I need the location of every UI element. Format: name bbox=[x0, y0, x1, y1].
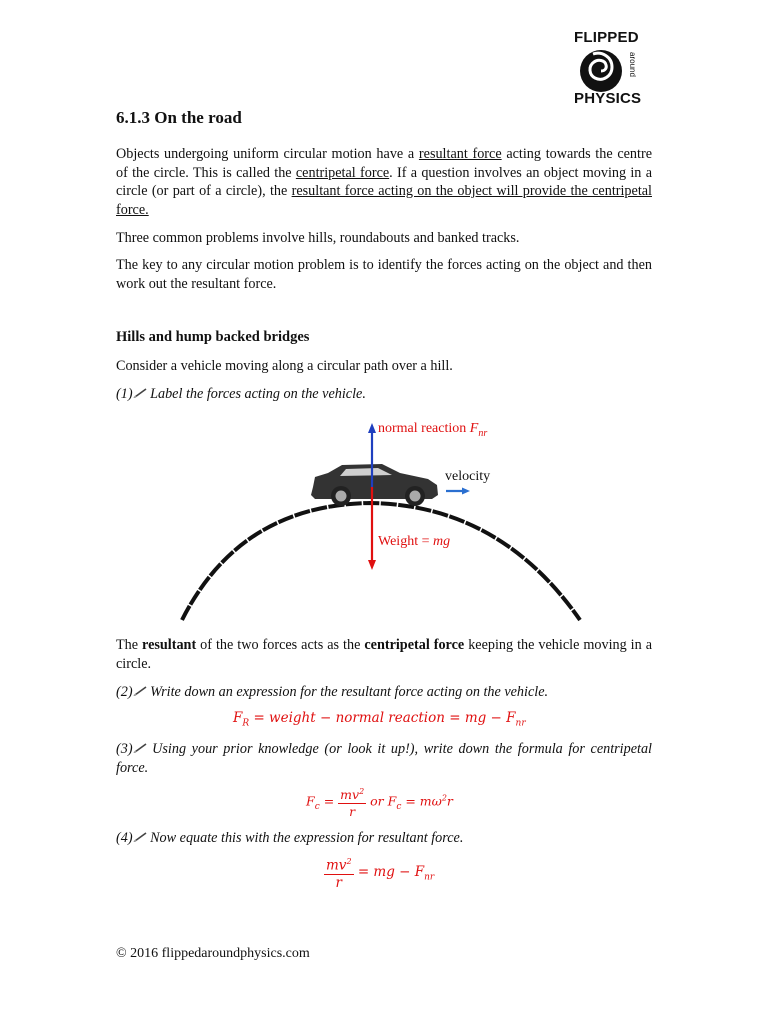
question-3: (3) Using your prior knowledge (or look it up!), write down the formula for centripetal force. bbox=[116, 741, 652, 776]
pencil-icon bbox=[133, 743, 147, 753]
page-title: 6.1.3 On the road bbox=[116, 108, 242, 127]
question-2: (2) Write down an expression for the resultant force acting on the vehicle. bbox=[116, 684, 549, 700]
intro-paragraph-2: Three common problems involve hills, roundabouts and banked tracks. bbox=[116, 230, 520, 246]
equation-equate: $\frac{mv^2}{r}$ = mg − $F_{nr}$ bbox=[324, 854, 434, 891]
resultant-paragraph: The resultant of the two forces acts as the centripetal force keeping the vehicle moving in a circle. bbox=[116, 637, 652, 672]
question-1: (1) Label the forces acting on the vehicle. bbox=[116, 386, 366, 402]
footer-copyright: © 2016 flippedaroundphysics.com bbox=[116, 946, 310, 961]
underline-resultant-force: resultant force bbox=[418, 146, 502, 162]
question-4: (4) Now equate this with the expression for resultant force. bbox=[116, 830, 464, 846]
weight-label: Weight = mg bbox=[378, 534, 451, 549]
logo-text-bottom: PHYSICS bbox=[574, 90, 642, 107]
pencil-icon bbox=[133, 388, 147, 398]
consider-text: Consider a vehicle moving along a circular path over a hill. bbox=[116, 358, 453, 374]
pencil-icon bbox=[133, 686, 147, 696]
logo-text-side: around bbox=[628, 52, 637, 77]
velocity-label: velocity bbox=[445, 469, 491, 484]
spiral-logo-icon bbox=[574, 48, 630, 94]
normal-reaction-label: normal reaction $F_{nr}$ bbox=[378, 421, 488, 439]
underline-centripetal-force: centripetal force bbox=[295, 164, 390, 181]
equation-centripetal: $F_c$ = $\frac{mv^2}{r}$ or $F_c = m\omega^2r$ bbox=[306, 784, 453, 820]
pencil-icon bbox=[133, 832, 147, 842]
intro-paragraph-1: Objects undergoing uniform circular motion have a resultant force acting towards the centre of the circle. This is called the centripetal force. If a question involves an object moving in a circle (or part of a circle), the resultant force acting on the object will provide the centripetal force. bbox=[116, 146, 652, 218]
hill-arc bbox=[182, 503, 580, 620]
underline-resultant-provides: resultant force acting on the object will provide the centripetal force. bbox=[116, 183, 652, 218]
hill-diagram bbox=[160, 415, 600, 625]
logo-text-top: FLIPPED bbox=[574, 29, 639, 46]
car-icon bbox=[311, 464, 438, 506]
equation-resultant: $F_R$ = weight − normal reaction = mg − $F_{nr}$ bbox=[233, 710, 526, 729]
section-title: Hills and hump backed bridges bbox=[116, 329, 310, 345]
intro-paragraph-3: The key to any circular motion problem is to identify the forces acting on the object and then work out the resultant force. bbox=[116, 257, 652, 292]
